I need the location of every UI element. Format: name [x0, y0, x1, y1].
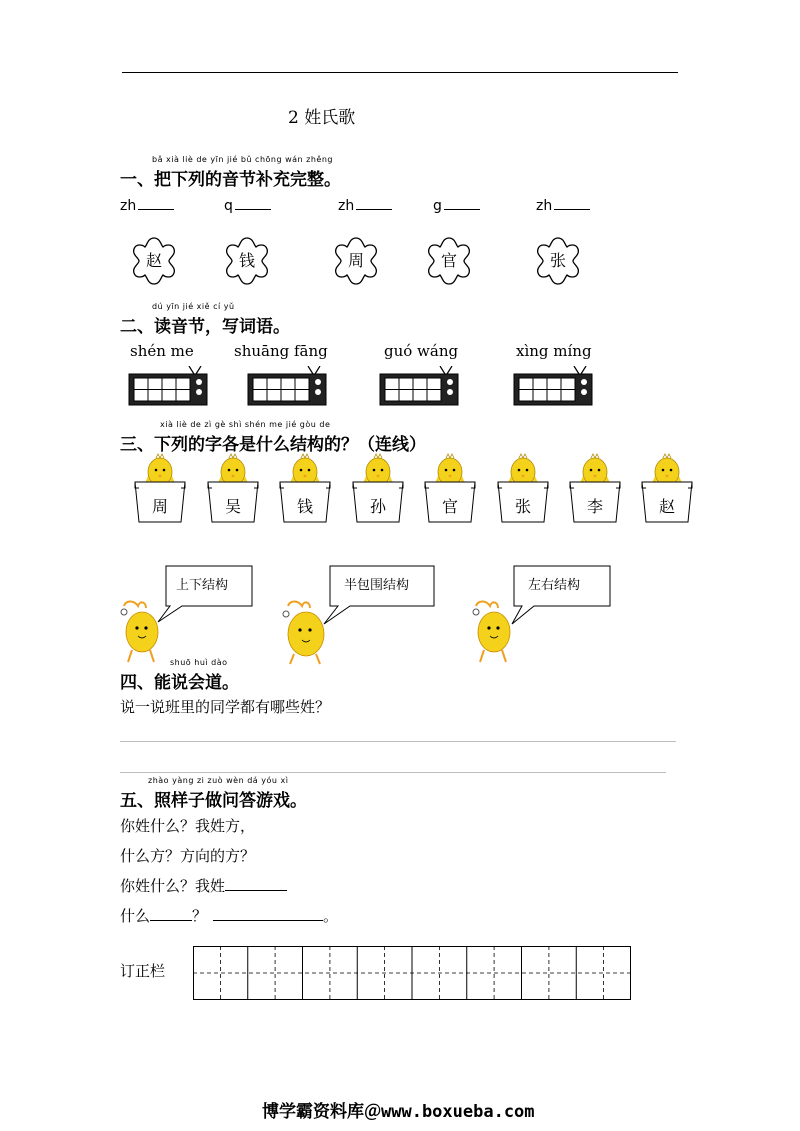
section1-heading: 一、把下列的音节补充完整。: [120, 170, 341, 190]
section5-heading: 五、照样子做问答游戏。: [120, 791, 307, 811]
flower-char: 官: [440, 251, 457, 270]
flower-char: 钱: [238, 251, 255, 270]
correction-grid[interactable]: [193, 946, 631, 1000]
chick-pot[interactable]: [276, 452, 334, 524]
flower-shape: [126, 233, 182, 289]
dialogue-line-2: 什么方？方向的方？: [120, 847, 256, 865]
answer-line-1[interactable]: [120, 741, 676, 742]
chick-pot[interactable]: [421, 452, 479, 524]
chick-pot[interactable]: [131, 452, 189, 524]
dialogue-line-4-text: 什么: [120, 907, 151, 925]
tv-writing-box-icon[interactable]: [379, 366, 459, 406]
syllable-prefix: g: [433, 198, 442, 214]
word-pinyin-1: shén me: [130, 342, 194, 360]
section3-pinyin: xià liè de zì gè shì shén me jié gòu de: [160, 420, 331, 429]
flower-char: 张: [549, 251, 566, 270]
section4-prompt: 说一说班里的同学都有哪些姓？: [120, 698, 331, 716]
pot-char: 孙: [369, 497, 386, 516]
pot-char: 李: [586, 497, 603, 516]
structure-option-3[interactable]: 左右结构: [528, 578, 581, 593]
chick-pot[interactable]: [494, 452, 552, 524]
chick-pot[interactable]: [204, 452, 262, 524]
section2-heading: 二、读音节，写词语。: [120, 317, 290, 337]
pot-char: 张: [514, 497, 531, 516]
syllable-blank-2[interactable]: [224, 196, 271, 214]
section4-heading: 四、能说会道。: [120, 673, 239, 693]
structure-option-1[interactable]: 上下结构: [176, 578, 229, 593]
what-blank[interactable]: [150, 906, 192, 921]
word-pinyin-2: shuāng fāng: [234, 342, 328, 360]
correction-label: 订正栏: [120, 962, 166, 980]
syllable-prefix: zh: [338, 198, 355, 214]
tv-writing-box-icon[interactable]: [128, 366, 208, 406]
top-rule: [122, 72, 678, 73]
surname-blank[interactable]: [225, 876, 287, 891]
chick-pot[interactable]: [349, 452, 407, 524]
word-pinyin-3: guó wáng: [384, 342, 459, 360]
chick-pot[interactable]: [638, 452, 696, 524]
section3-heading: 三、下列的字各是什么结构的？（连线）: [120, 435, 426, 455]
flower-shape: [530, 233, 586, 289]
syllable-prefix: q: [224, 198, 233, 214]
dialogue-line-1: 你姓什么？我姓方，: [120, 817, 256, 835]
pot-char: 官: [441, 497, 458, 516]
dialogue-line-3: [120, 875, 287, 896]
flower-shape: [328, 233, 384, 289]
section1-pinyin: bǎ xià liè de yīn jié bǔ chōng wán zhěng: [152, 155, 334, 164]
pot-char: 赵: [658, 497, 675, 516]
dialogue-line-4: [120, 905, 338, 926]
answer-line-2[interactable]: [120, 772, 666, 773]
word-pinyin-4: xìng míng: [516, 342, 592, 360]
tv-writing-box-icon[interactable]: [513, 366, 593, 406]
structure-option-2[interactable]: 半包围结构: [344, 578, 410, 593]
syllable-blank-5[interactable]: [536, 196, 590, 214]
section2-pinyin: dú yīn jié xiě cí yǔ: [152, 302, 235, 311]
page-title: 2 姓氏歌: [288, 108, 356, 128]
tv-writing-box-icon[interactable]: [247, 366, 327, 406]
pot-char: 吴: [224, 497, 241, 516]
question-mark: ？: [192, 907, 208, 925]
flower-shape: [421, 233, 477, 289]
footer-watermark: 博学霸资料库＠www.boxueba.com: [262, 1102, 535, 1122]
syllable-blank-1[interactable]: [120, 196, 174, 214]
syllable-blank-4[interactable]: [433, 196, 480, 214]
flower-char: 周: [347, 251, 364, 270]
syllable-blank-3[interactable]: [338, 196, 392, 214]
section5-pinyin: zhào yàng zi zuò wèn dá yóu xì: [148, 776, 289, 785]
syllable-prefix: zh: [536, 198, 553, 214]
flower-char: 赵: [145, 251, 162, 270]
pot-char: 钱: [296, 497, 313, 516]
pot-char: 周: [151, 497, 168, 516]
flower-shape: [219, 233, 275, 289]
dialogue-line-3-text: 你姓什么？我姓: [120, 877, 226, 895]
answer-blank[interactable]: [213, 906, 323, 921]
syllable-prefix: zh: [120, 198, 137, 214]
period-mark: 。: [323, 907, 339, 925]
section4-pinyin: shuō huì dào: [170, 658, 228, 667]
chick-pot[interactable]: [566, 452, 624, 524]
